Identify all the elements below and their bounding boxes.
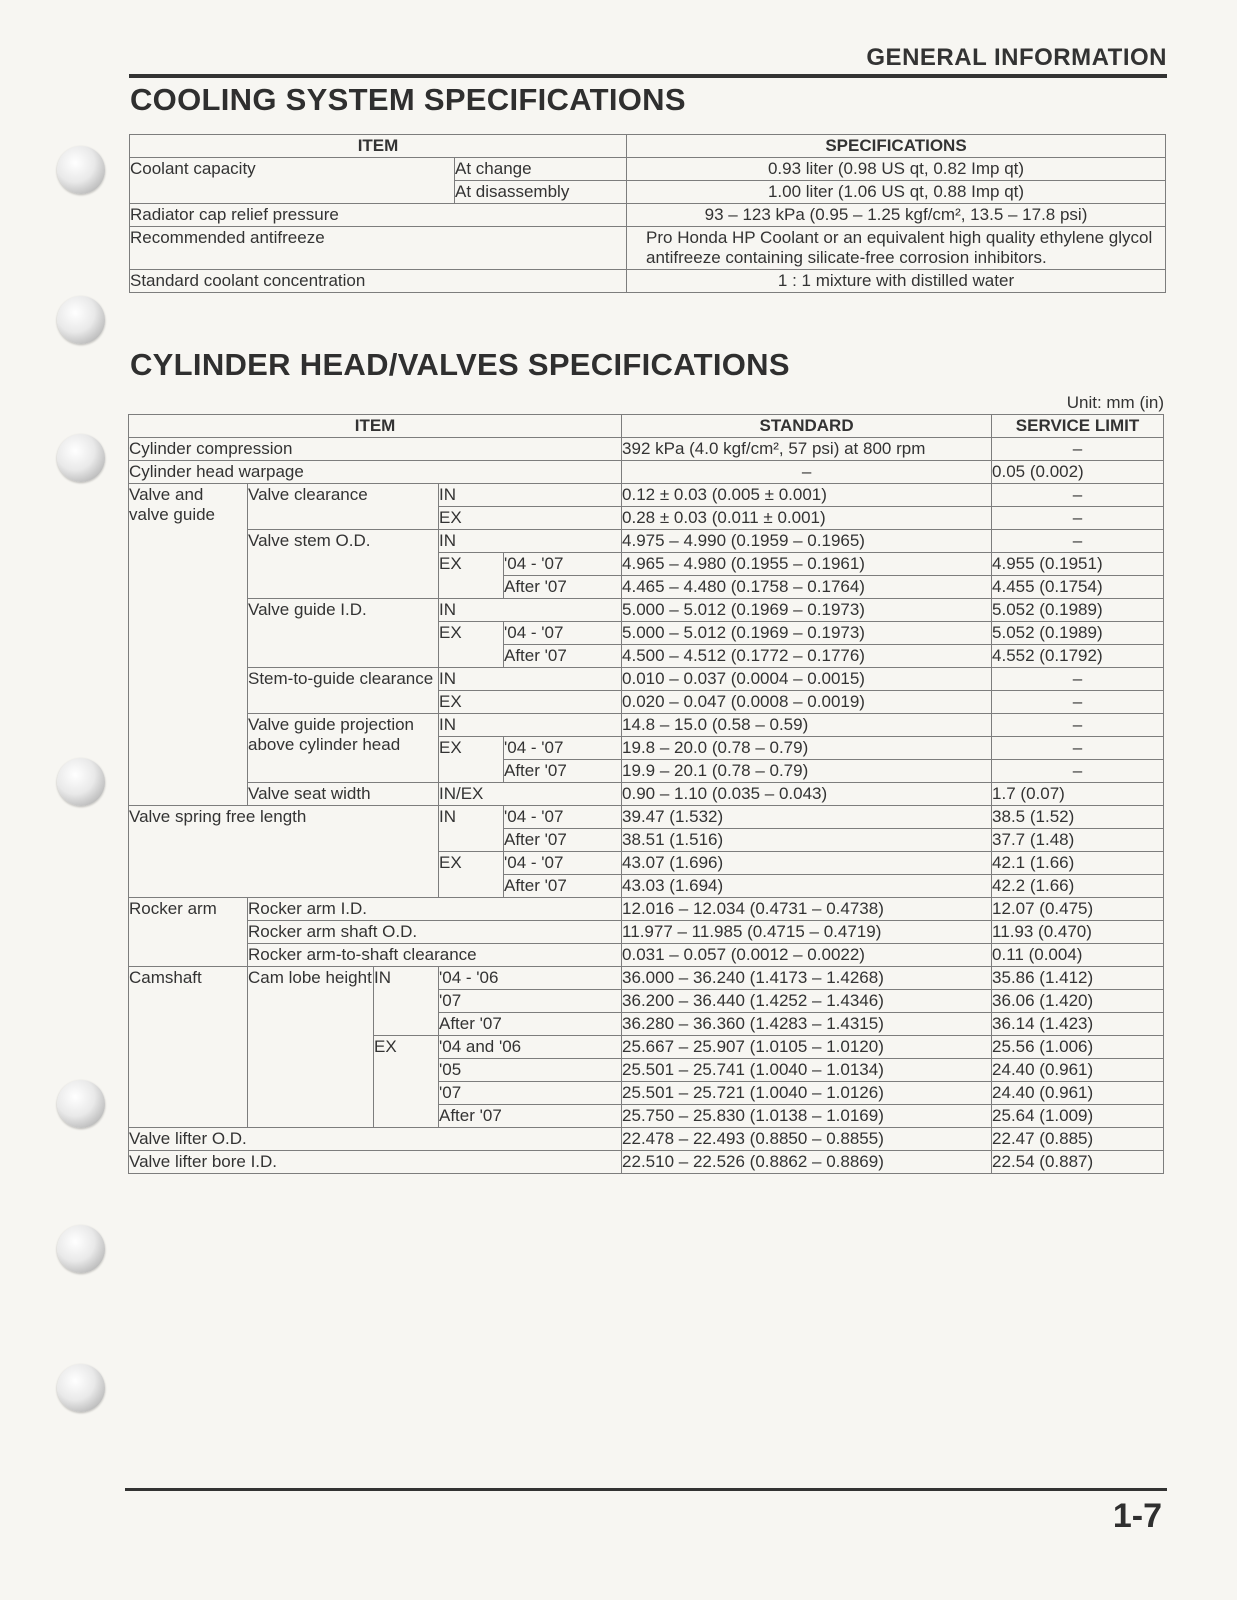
limit-value: 36.06 (1.420) [992, 990, 1164, 1013]
item-coolant-concentration: Standard coolant concentration [130, 270, 627, 293]
item-rocker-shaft-clearance: Rocker arm-to-shaft clearance [248, 944, 622, 967]
table-row [130, 204, 1166, 227]
cylinder-section-title: CYLINDER HEAD/VALVES SPECIFICATIONS [130, 347, 790, 382]
side-in: IN [439, 714, 622, 737]
year: '04 - '07 [504, 806, 622, 829]
spec-value: 1.00 liter (1.06 US qt, 0.88 Imp qt) [627, 181, 1166, 204]
group-valve-and-guide: Valve and valve guide [129, 484, 248, 806]
standard-value: 4.465 – 4.480 (0.1758 – 0.1764) [622, 576, 992, 599]
standard-value: 43.03 (1.694) [622, 875, 992, 898]
page-header-title: GENERAL INFORMATION [866, 44, 1167, 71]
standard-value: 38.51 (1.516) [622, 829, 992, 852]
table-row [130, 270, 1166, 293]
group-camshaft: Camshaft [129, 967, 248, 1128]
standard-value: 0.28 ± 0.03 (0.011 ± 0.001) [622, 507, 992, 530]
year: '04 - '07 [504, 622, 622, 645]
item-coolant-capacity: Coolant capacity [130, 158, 455, 204]
limit-value: 0.11 (0.004) [992, 944, 1164, 967]
year: '04 - '07 [504, 737, 622, 760]
binder-hole [57, 296, 105, 344]
side-inex: IN/EX [439, 783, 622, 806]
cooling-section-title: COOLING SYSTEM SPECIFICATIONS [130, 82, 686, 117]
header-rule [129, 74, 1167, 78]
limit-value: – [992, 691, 1164, 714]
item-stem-to-guide: Stem-to-guide clearance [248, 668, 439, 714]
unit-note: Unit: mm (in) [1066, 393, 1164, 412]
side-ex: EX [439, 507, 622, 530]
table-header-row [129, 415, 1164, 438]
limit-value: 35.86 (1.412) [992, 967, 1164, 990]
standard-value: 25.501 – 25.741 (1.0040 – 1.0134) [622, 1059, 992, 1082]
limit-value: 5.052 (0.1989) [992, 599, 1164, 622]
limit-value: 24.40 (0.961) [992, 1059, 1164, 1082]
year: After '07 [504, 760, 622, 783]
table-row [129, 668, 1164, 691]
table-row [130, 158, 1166, 181]
limit-value: 4.455 (0.1754) [992, 576, 1164, 599]
item-valve-clearance: Valve clearance [248, 484, 439, 530]
binder-hole [57, 1225, 105, 1273]
side-in: IN [439, 484, 622, 507]
standard-value: 4.965 – 4.980 (0.1955 – 0.1961) [622, 553, 992, 576]
year: After '07 [439, 1105, 622, 1128]
binder-hole [57, 1364, 105, 1412]
standard-value: 5.000 – 5.012 (0.1969 – 0.1973) [622, 599, 992, 622]
table-row [129, 783, 1164, 806]
standard-value: 25.501 – 25.721 (1.0040 – 1.0126) [622, 1082, 992, 1105]
standard-value: 19.8 – 20.0 (0.78 – 0.79) [622, 737, 992, 760]
limit-value: 4.552 (0.1792) [992, 645, 1164, 668]
limit-value: – [992, 760, 1164, 783]
standard-value: 0.010 – 0.037 (0.0004 – 0.0015) [622, 668, 992, 691]
limit-value: 36.14 (1.423) [992, 1013, 1164, 1036]
item-antifreeze: Recommended antifreeze [130, 227, 627, 270]
side-ex: EX [439, 691, 622, 714]
column-header-item: ITEM [129, 415, 622, 438]
table-row [129, 944, 1164, 967]
cylinder-spec-table [128, 414, 1164, 1174]
item-valve-lifter-bore: Valve lifter bore I.D. [129, 1151, 622, 1174]
limit-value: 24.40 (0.961) [992, 1082, 1164, 1105]
year: '07 [439, 990, 622, 1013]
limit-value: 25.56 (1.006) [992, 1036, 1164, 1059]
standard-value: 0.12 ± 0.03 (0.005 ± 0.001) [622, 484, 992, 507]
standard-value: 14.8 – 15.0 (0.58 – 0.59) [622, 714, 992, 737]
table-row [129, 1128, 1164, 1151]
side-in: IN [439, 599, 622, 622]
limit-value: 42.1 (1.66) [992, 852, 1164, 875]
item-valve-stem-od: Valve stem O.D. [248, 530, 439, 599]
standard-value: 36.000 – 36.240 (1.4173 – 1.4268) [622, 967, 992, 990]
standard-value: 22.510 – 22.526 (0.8862 – 0.8869) [622, 1151, 992, 1174]
standard-value: 0.90 – 1.10 (0.035 – 0.043) [622, 783, 992, 806]
table-row [129, 484, 1164, 507]
table-row [129, 714, 1164, 737]
item-valve-spring-length: Valve spring free length [129, 806, 439, 898]
binder-hole [57, 146, 105, 194]
cooling-spec-table [129, 134, 1166, 293]
binder-hole [57, 758, 105, 806]
spec-value: 1 : 1 mixture with distilled water [627, 270, 1166, 293]
item-radiator-cap: Radiator cap relief pressure [130, 204, 627, 227]
group-rocker-arm: Rocker arm [129, 898, 248, 967]
item-cam-lobe-height: Cam lobe height [248, 967, 374, 1128]
year: '05 [439, 1059, 622, 1082]
year: '04 - '07 [504, 553, 622, 576]
standard-value: 36.200 – 36.440 (1.4252 – 1.4346) [622, 990, 992, 1013]
table-row [129, 898, 1164, 921]
limit-value: 25.64 (1.009) [992, 1105, 1164, 1128]
limit-value: – [992, 438, 1164, 461]
standard-value: – [622, 461, 992, 484]
limit-value: 22.47 (0.885) [992, 1128, 1164, 1151]
item-cylinder-compression: Cylinder compression [129, 438, 622, 461]
side-ex: EX [439, 622, 504, 668]
table-row [129, 921, 1164, 944]
item-valve-guide-id: Valve guide I.D. [248, 599, 439, 668]
standard-value: 0.020 – 0.047 (0.0008 – 0.0019) [622, 691, 992, 714]
year: '04 - '07 [504, 852, 622, 875]
standard-value: 4.975 – 4.990 (0.1959 – 0.1965) [622, 530, 992, 553]
table-row [129, 461, 1164, 484]
limit-value: 22.54 (0.887) [992, 1151, 1164, 1174]
year: '04 and '06 [439, 1036, 622, 1059]
item-rocker-arm-id: Rocker arm I.D. [248, 898, 622, 921]
limit-value: 1.7 (0.07) [992, 783, 1164, 806]
year: After '07 [504, 645, 622, 668]
side-ex: EX [374, 1036, 439, 1128]
sub-item: At disassembly [455, 181, 627, 204]
limit-value: 42.2 (1.66) [992, 875, 1164, 898]
page-number: 1-7 [1112, 1497, 1162, 1535]
side-ex: EX [439, 553, 504, 599]
limit-value: – [992, 484, 1164, 507]
limit-value: 11.93 (0.470) [992, 921, 1164, 944]
spec-value: Pro Honda HP Coolant or an equivalent high quality ethylene glycol antifreeze containing silicate-free corrosion inhibitors. [627, 227, 1166, 270]
side-in: IN [439, 530, 622, 553]
item-head-warpage: Cylinder head warpage [129, 461, 622, 484]
standard-value: 43.07 (1.696) [622, 852, 992, 875]
side-in: IN [374, 967, 439, 1036]
footer-rule [125, 1488, 1167, 1491]
binder-hole [57, 434, 105, 482]
year: After '07 [439, 1013, 622, 1036]
limit-value: – [992, 507, 1164, 530]
table-row [129, 599, 1164, 622]
standard-value: 12.016 – 12.034 (0.4731 – 0.4738) [622, 898, 992, 921]
column-header-service-limit: SERVICE LIMIT [992, 415, 1164, 438]
standard-value: 5.000 – 5.012 (0.1969 – 0.1973) [622, 622, 992, 645]
sub-item: At change [455, 158, 627, 181]
column-header-item: ITEM [130, 135, 627, 158]
standard-value: 0.031 – 0.057 (0.0012 – 0.0022) [622, 944, 992, 967]
year: After '07 [504, 829, 622, 852]
spec-value: 93 – 123 kPa (0.95 – 1.25 kgf/cm², 13.5 – 17.8 psi) [627, 204, 1166, 227]
standard-value: 4.500 – 4.512 (0.1772 – 0.1776) [622, 645, 992, 668]
binder-hole [57, 1080, 105, 1128]
standard-value: 11.977 – 11.985 (0.4715 – 0.4719) [622, 921, 992, 944]
limit-value: 0.05 (0.002) [992, 461, 1164, 484]
standard-value: 392 kPa (4.0 kgf/cm², 57 psi) at 800 rpm [622, 438, 992, 461]
table-row [129, 967, 1164, 990]
limit-value: 4.955 (0.1951) [992, 553, 1164, 576]
year: After '07 [504, 875, 622, 898]
limit-value: – [992, 714, 1164, 737]
table-header-row [130, 135, 1166, 158]
table-row [129, 1151, 1164, 1174]
standard-value: 22.478 – 22.493 (0.8850 – 0.8855) [622, 1128, 992, 1151]
standard-value: 39.47 (1.532) [622, 806, 992, 829]
side-ex: EX [439, 852, 504, 898]
side-ex: EX [439, 737, 504, 783]
item-rocker-shaft-od: Rocker arm shaft O.D. [248, 921, 622, 944]
spec-value: 0.93 liter (0.98 US qt, 0.82 Imp qt) [627, 158, 1166, 181]
standard-value: 19.9 – 20.1 (0.78 – 0.79) [622, 760, 992, 783]
year: After '07 [504, 576, 622, 599]
item-guide-projection: Valve guide projection above cylinder head [248, 714, 439, 783]
year: '07 [439, 1082, 622, 1105]
side-in: IN [439, 806, 504, 852]
table-row [129, 438, 1164, 461]
standard-value: 36.280 – 36.360 (1.4283 – 1.4315) [622, 1013, 992, 1036]
limit-value: 12.07 (0.475) [992, 898, 1164, 921]
limit-value: – [992, 737, 1164, 760]
limit-value: – [992, 668, 1164, 691]
item-valve-lifter-od: Valve lifter O.D. [129, 1128, 622, 1151]
year: '04 - '06 [439, 967, 622, 990]
limit-value: – [992, 530, 1164, 553]
standard-value: 25.750 – 25.830 (1.0138 – 1.0169) [622, 1105, 992, 1128]
table-row [130, 227, 1166, 270]
column-header-standard: STANDARD [622, 415, 992, 438]
limit-value: 37.7 (1.48) [992, 829, 1164, 852]
side-in: IN [439, 668, 622, 691]
table-row [129, 530, 1164, 553]
item-valve-seat-width: Valve seat width [248, 783, 439, 806]
column-header-specifications: SPECIFICATIONS [627, 135, 1166, 158]
limit-value: 38.5 (1.52) [992, 806, 1164, 829]
limit-value: 5.052 (0.1989) [992, 622, 1164, 645]
standard-value: 25.667 – 25.907 (1.0105 – 1.0120) [622, 1036, 992, 1059]
table-row [129, 806, 1164, 829]
